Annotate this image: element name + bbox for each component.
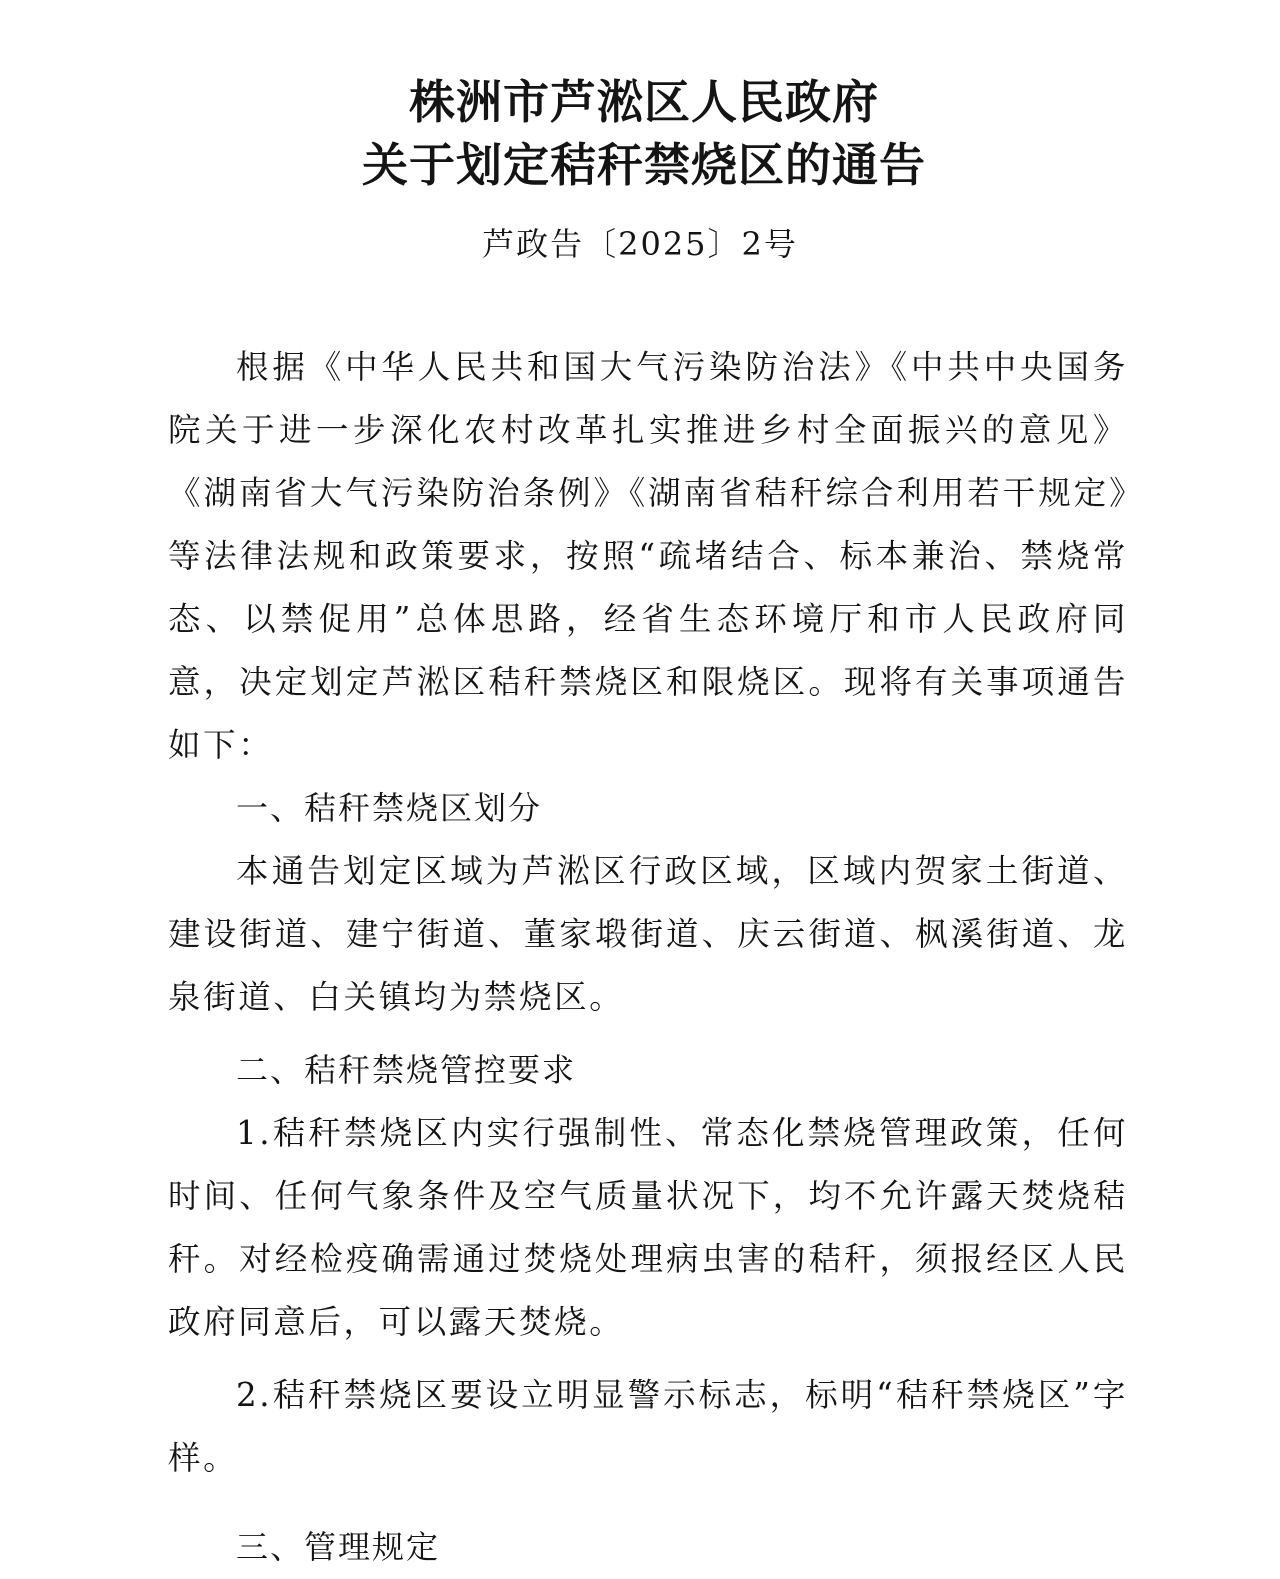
document-number: 芦政告〔2025〕2号 bbox=[482, 225, 798, 263]
document-title-line1: 株洲市芦淞区人民政府 bbox=[409, 75, 879, 129]
section3-heading: 三、管理规定 bbox=[236, 1528, 441, 1566]
section2-item1: 1.秸秆禁烧区内实行强制性、常态化禁烧管理政策，任何时间、任何气象条件及空气质量状况下，均不允许露天焚烧秸秆。对经检疫确需通过焚烧处理病虫害的秸秆，须报经区人民政府同意后，可以露天焚烧。 bbox=[168, 1114, 1128, 1341]
document-title-line2: 关于划定秸秆禁烧区的通告 bbox=[362, 138, 926, 192]
section2-item2: 2.秸秆禁烧区要设立明显警示标志，标明“秸秆禁烧区”字样。 bbox=[168, 1376, 1128, 1477]
section1-heading: 一、秸秆禁烧区划分 bbox=[236, 789, 543, 827]
section2-heading: 二、秸秆禁烧管控要求 bbox=[236, 1051, 577, 1089]
document-body bbox=[168, 336, 1128, 1579]
section1-paragraph: 本通告划定区域为芦淞区行政区域，区域内贺家土街道、建设街道、建宁街道、董家塅街道、庆云街道、枫溪街道、龙泉街道、白关镇均为禁烧区。 bbox=[168, 852, 1128, 1016]
intro-paragraph: 根据《中华人民共和国大气污染防治法》《中共中央国务院关于进一步深化农村改革扎实推进乡村全面振兴的意见》《湖南省大气污染防治条例》《湖南省秸秆综合利用若干规定》等法律法规和政策要求，按照“疏堵结合、标本兼治、禁烧常态、以禁促用”总体思路，经省生态环境厅和市人民政府同意，决定划定芦淞区秸秆禁烧区和限烧区。现将有关事项通告如下： bbox=[168, 348, 1128, 764]
